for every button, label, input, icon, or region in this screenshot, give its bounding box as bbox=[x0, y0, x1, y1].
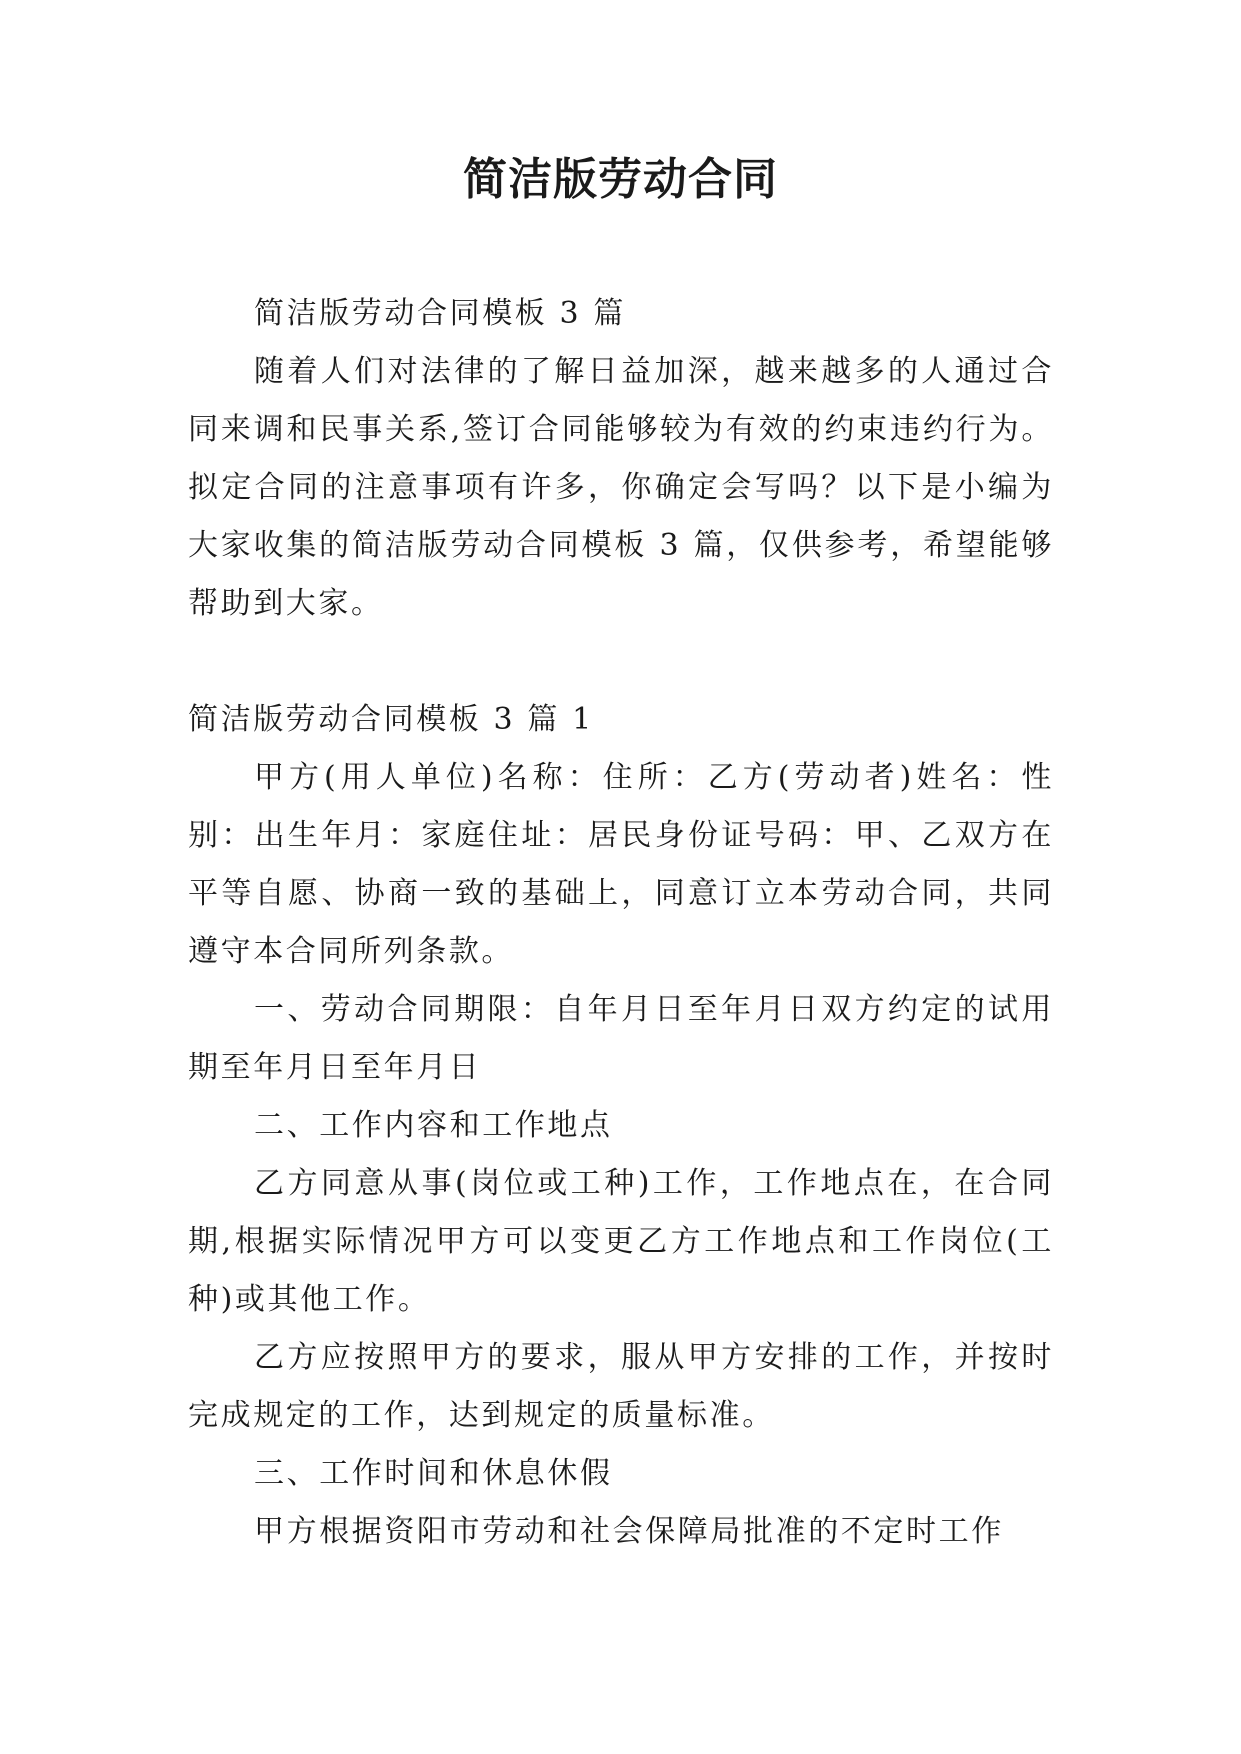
work-content-paragraph: 乙方同意从事(岗位或工种)工作，工作地点在，在合同期,根据实际情况甲方可以变更乙方工作地点和工作岗位(工种)或其他工作。 bbox=[188, 1166, 1054, 1317]
work-requirement-paragraph: 乙方应按照甲方的要求，服从甲方安排的工作，并按时完成规定的工作，达到规定的质量标准。 bbox=[188, 1340, 1054, 1433]
document-title: 简洁版劳动合同 bbox=[463, 154, 778, 205]
party-info-paragraph: 甲方(用人单位)名称：住所：乙方(劳动者)姓名：性别：出生年月：家庭住址：居民身份证号码：甲、乙双方在平等自愿、协商一致的基础上，同意订立本劳动合同，共同遵守本合同所列条款。 bbox=[188, 760, 1054, 969]
clause-heading-work-content: 二、工作内容和工作地点 bbox=[254, 1108, 613, 1143]
clause-heading-work-hours: 三、工作时间和休息休假 bbox=[254, 1456, 613, 1491]
work-hours-paragraph: 甲方根据资阳市劳动和社会保障局批准的不定时工作 bbox=[254, 1514, 1004, 1549]
clause-contract-term: 一、劳动合同期限：自年月日至年月日双方约定的试用期至年月日至年月日 bbox=[188, 992, 1054, 1085]
document-body bbox=[188, 285, 1054, 1561]
intro-subtitle: 简洁版劳动合同模板 3 篇 bbox=[254, 296, 626, 331]
section-heading: 简洁版劳动合同模板 3 篇 1 bbox=[188, 702, 594, 737]
intro-paragraph: 随着人们对法律的了解日益加深，越来越多的人通过合同来调和民事关系,签订合同能够较为有效的约束违约行为。拟定合同的注意事项有许多，你确定会写吗？以下是小编为大家收集的简洁版劳动合同模板 3 篇，仅供参考，希望能够帮助到大家。 bbox=[188, 354, 1054, 621]
section-gap bbox=[188, 633, 1054, 691]
